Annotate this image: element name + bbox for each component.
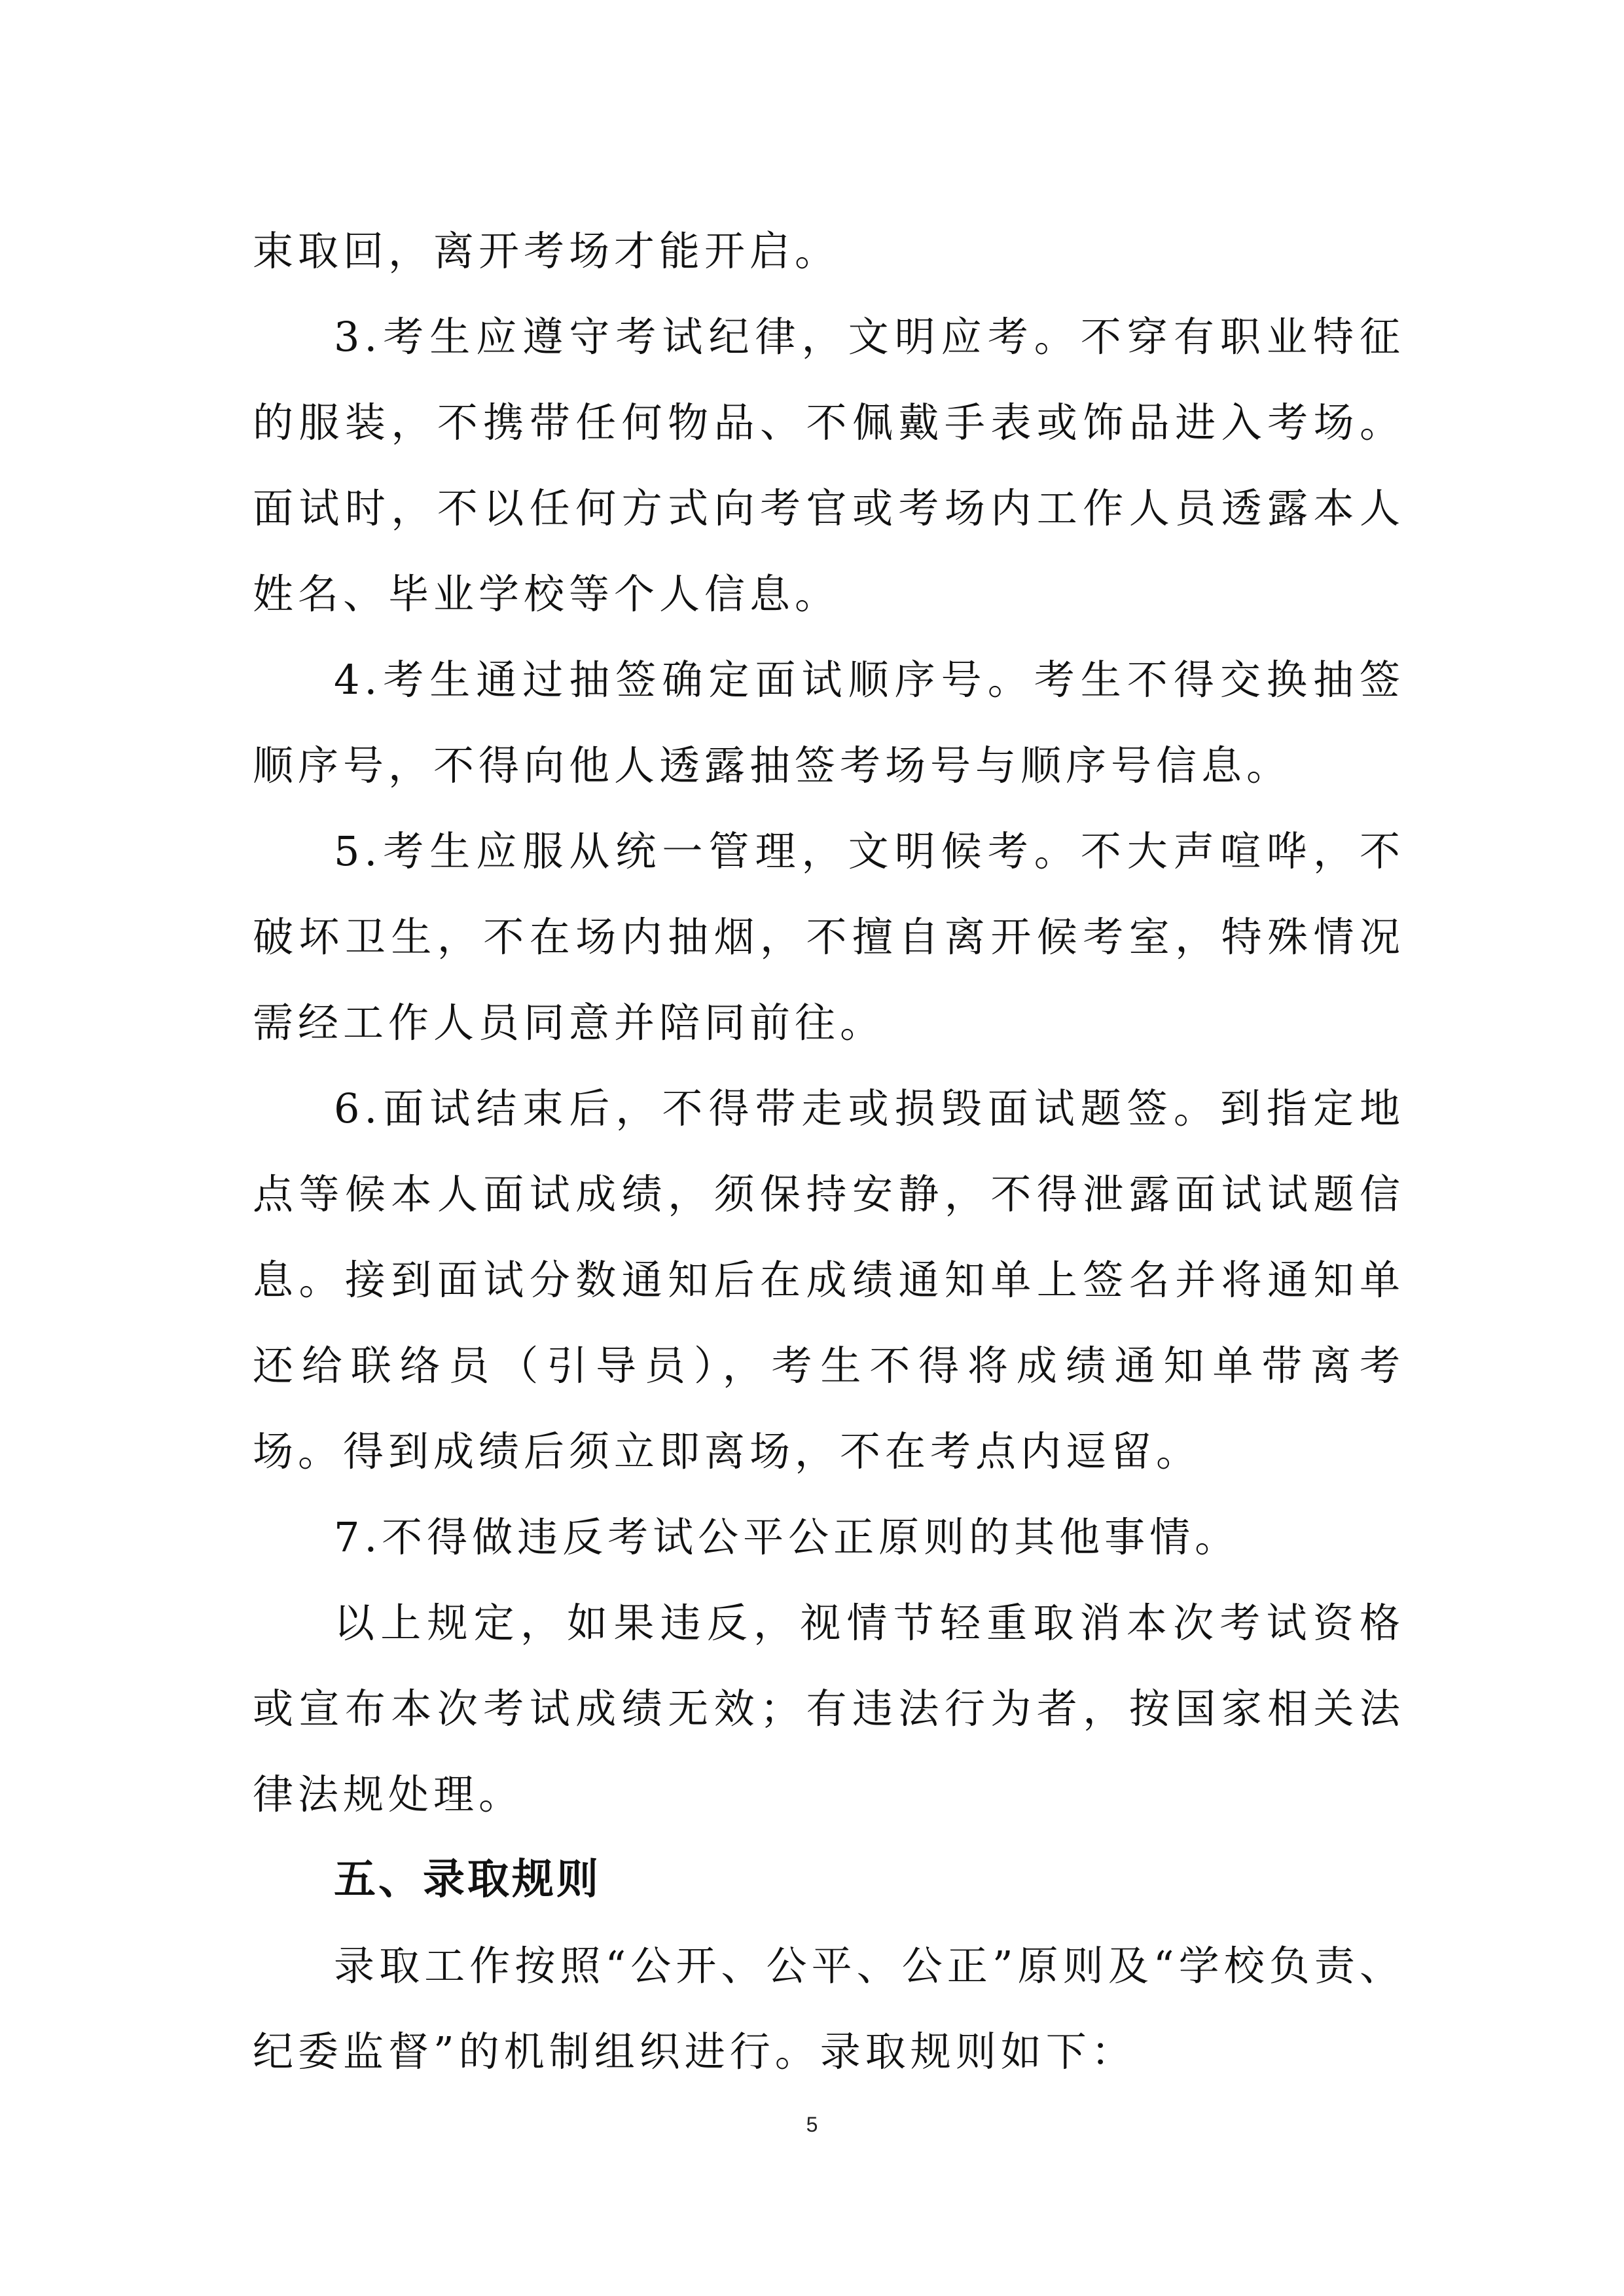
paragraph-rule-7: 7.不得做违反考试公平公正原则的其他事情。	[334, 1513, 1240, 1561]
page-number: 5	[806, 2113, 818, 2136]
paragraph-rule-3: 3.考生应遵守考试纪律，文明应考。不穿有职业特征的服装，不携带任何物品、不佩戴手表或饰品进入考场。面试时，不以任何方式向考官或考场内工作人员透露本人姓名、毕业学校等个人信息。	[253, 313, 1405, 618]
paragraph-rule-4: 4.考生通过抽签确定面试顺序号。考生不得交换抽签顺序号，不得向他人透露抽签考场号与顺序号信息。	[253, 656, 1405, 789]
section-paragraph: 录取工作按照“公开、公平、公正”原则及“学校负责、纪委监督”的机制组织进行。录取规则如下：	[253, 1942, 1405, 2075]
paragraph-rule-6: 6.面试结束后，不得带走或损毁面试题签。到指定地点等候本人面试成绩，须保持安静，不得泄露面试试题信息。接到面试分数通知后在成绩通知单上签名并将通知单还给联络员（引导员），考生不得将成绩通知单带离考场。得到成绩后须立即离场，不在考点内逗留。	[253, 1085, 1405, 1475]
paragraph-continuation: 束取回，离开考场才能开启。	[253, 227, 840, 275]
paragraph-rule-5: 5.考生应服从统一管理，文明候考。不大声喧哗，不破坏卫生，不在场内抽烟，不擅自离开候考室，特殊情况需经工作人员同意并陪同前往。	[253, 827, 1405, 1047]
section-heading: 五、录取规则	[334, 1856, 601, 1904]
document-body	[253, 208, 1405, 2094]
paragraph-penalty: 以上规定，如果违反，视情节轻重取消本次考试资格或宣布本次考试成绩无效；有违法行为者，按国家相关法律法规处理。	[253, 1599, 1405, 1818]
